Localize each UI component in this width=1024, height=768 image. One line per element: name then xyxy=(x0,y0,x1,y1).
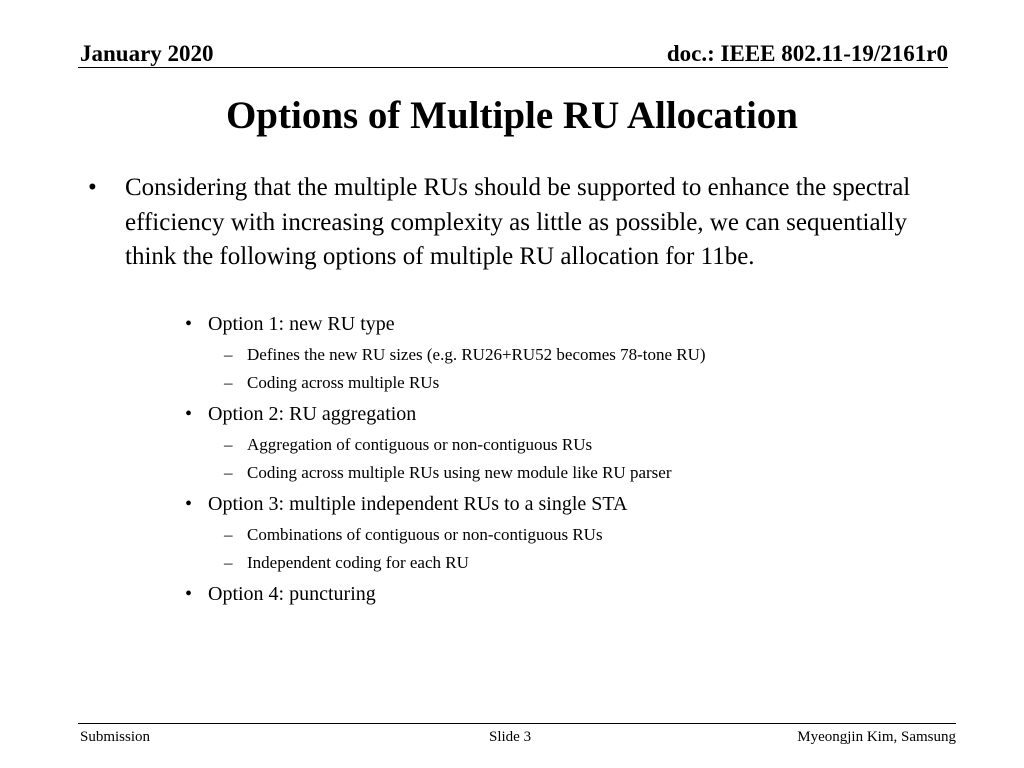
footer-slide-number: Slide 3 xyxy=(489,729,532,745)
slide-title: Options of Multiple RU Allocation xyxy=(225,94,799,137)
option-3-detail-1-marker: – xyxy=(224,525,233,544)
option-4-label: Option 4: puncturing xyxy=(208,583,376,605)
footer-submission: Submission xyxy=(80,729,151,745)
option-2-detail-2-marker: – xyxy=(224,463,233,482)
option-2-marker: • xyxy=(185,403,193,425)
option-3-detail-2-marker: – xyxy=(224,553,233,572)
header-divider xyxy=(78,67,948,68)
option-1-label: Option 1: new RU type xyxy=(208,313,395,335)
option-3-detail-2: Independent coding for each RU xyxy=(247,553,469,572)
option-1-detail-1: Defines the new RU sizes (e.g. RU26+RU52 becomes 78-tone RU) xyxy=(247,345,706,364)
option-2-detail-1: Aggregation of contiguous or non-contiguous RUs xyxy=(247,435,593,454)
option-3-label: Option 3: multiple independent RUs to a single STA xyxy=(208,493,628,515)
option-3-marker: • xyxy=(185,493,193,515)
option-2-label: Option 2: RU aggregation xyxy=(208,403,417,425)
header-date: January 2020 xyxy=(80,41,214,66)
option-1-marker: • xyxy=(185,313,193,335)
main-bullet-text: Considering that the multiple RUs should be supported to enhance the spectral efficiency with increasing complexity as little as possible, we can sequentially think the following options of multiple RU allocation for 11be. xyxy=(125,174,911,270)
header-doc-id: doc.: IEEE 802.11-19/2161r0 xyxy=(666,41,948,66)
option-2-detail-2: Coding across multiple RUs using new module like RU parser xyxy=(247,463,672,482)
option-3-detail-1: Combinations of contiguous or non-contiguous RUs xyxy=(247,525,603,544)
option-1-detail-1-marker: – xyxy=(224,345,233,364)
option-4-marker: • xyxy=(185,583,193,605)
option-1-detail-2-marker: – xyxy=(224,373,233,392)
option-2-detail-1-marker: – xyxy=(224,435,233,454)
option-1-detail-2: Coding across multiple RUs xyxy=(247,373,440,392)
footer-author: Myeongjin Kim, Samsung xyxy=(797,729,956,745)
footer-divider xyxy=(78,723,956,724)
main-bullet-marker: • xyxy=(88,174,97,201)
